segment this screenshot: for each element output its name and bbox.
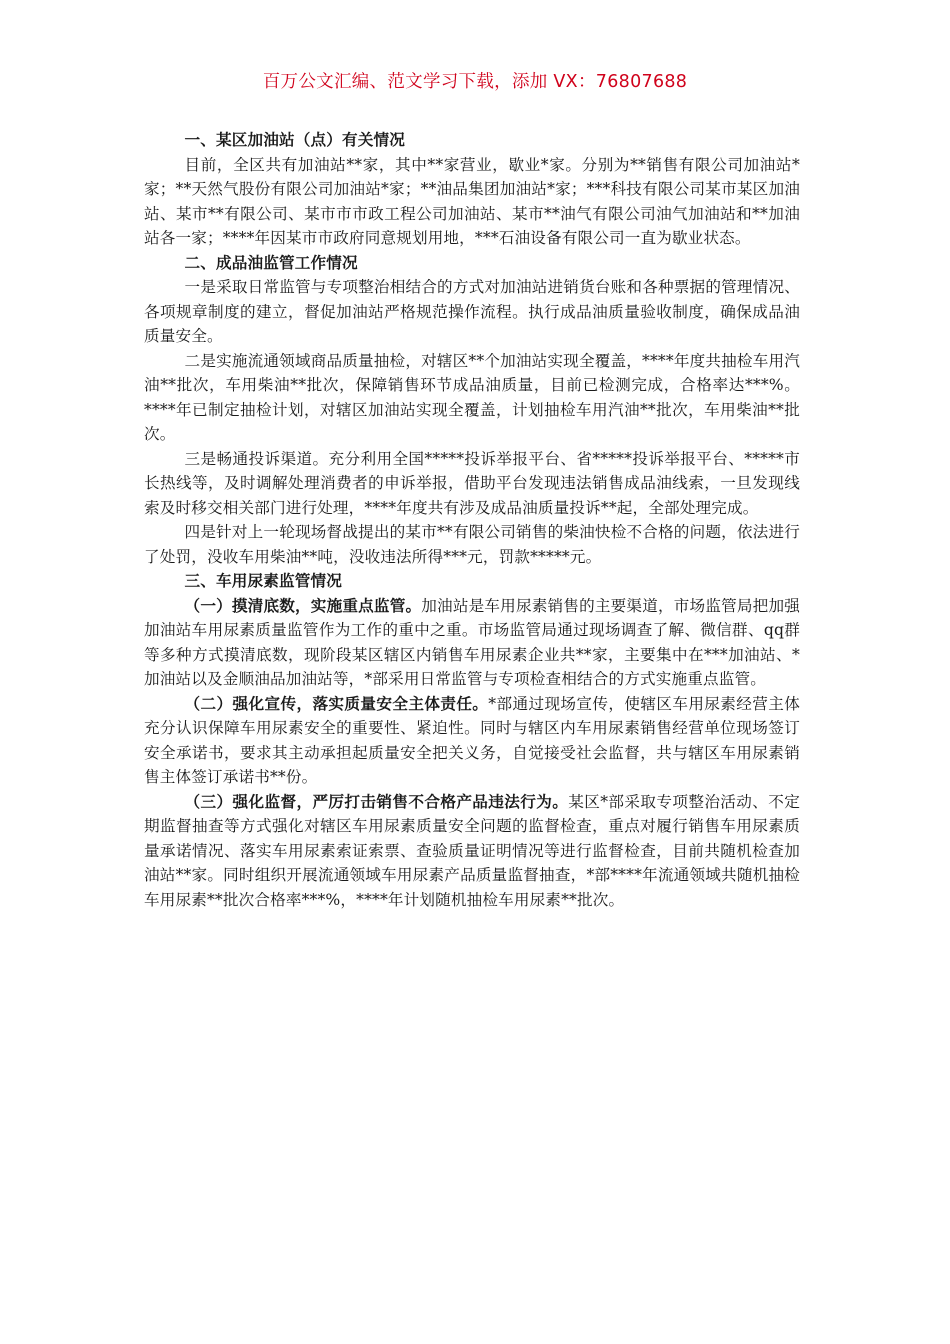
paragraph-body: 加油站是车用尿素销售的主要渠道，市场监管局把加强加油站车用尿素质量监管作为工作的重中之重。市场监管局通过现场调查了解、微信群、qq群等多种方式摸清底数，现阶段某区辖区内销售车用尿素企业共**家，主要集中在***加油站、*加油站以及金顺油品加油站等，*部采用日常监管与专项检查相结合的方式实施重点监管。 — [144, 596, 800, 688]
paragraph-lead: （三）强化监督，严厉打击销售不合格产品违法行为。 — [184, 791, 569, 811]
paragraph: 二是实施流通领域商品质量抽检，对辖区**个加油站实现全覆盖，****年度共抽检车用汽油**批次，车用柴油**批次，保障销售环节成品油质量，目前已检测完成，合格率达***%。****年已制定抽检计划，对辖区加油站实现全覆盖，计划抽检车用汽油**批次，车用柴油**批次。 — [144, 351, 800, 443]
section-heading-3: 三、车用尿素监管情况 — [184, 571, 342, 590]
paragraph-body: *部通过现场宣传，使辖区车用尿素经营主体充分认识保障车用尿素安全的重要性、紧迫性。同时与辖区内车用尿素销售经营单位现场签订安全承诺书，要求其主动承担起质量安全把关义务，自觉接受社会监督，共与辖区车用尿素销售主体签订承诺书**份。 — [144, 694, 800, 786]
paragraph — [144, 692, 800, 790]
paragraph: 四是针对上一轮现场督战提出的某市**有限公司销售的柴油快检不合格的问题，依法进行了处罚，没收车用柴油**吨，没收违法所得***元，罚款*****元。 — [144, 523, 800, 566]
section-heading-1: 一、某区加油站（点）有关情况 — [184, 130, 405, 149]
paragraph — [144, 790, 800, 913]
watermark-text: 百万公文汇编、范文学习下载，添加 VX：76807688 — [262, 72, 688, 92]
paragraph-lead: （二）强化宣传，落实质量安全主体责任。 — [184, 693, 489, 713]
paragraph: 三是畅通投诉渠道。充分利用全国*****投诉举报平台、省*****投诉举报平台、*****市长热线等，及时调解处理消费者的申诉举报，借助平台发现违法销售成品油线索，一旦发现线索及时移交相关部门进行处理，****年度共有涉及成品油质量投诉**起，全部处理完成。 — [144, 449, 800, 517]
paragraph — [144, 594, 800, 692]
paragraph: 目前，全区共有加油站**家，其中**家营业，歇业*家。分别为**销售有限公司加油站*家；**天然气股份有限公司加油站*家；**油品集团加油站*家；***科技有限公司某市某区加油站、某市**有限公司、某市市市政工程公司加油站、某市**油气有限公司油气加油站和**加油站各一家；****年因某市市政府同意规划用地，***石油设备有限公司一直为歇业状态。 — [144, 155, 800, 247]
paragraph-body: 某区*部采取专项整治活动、不定期监督抽查等方式强化对辖区车用尿素质量安全问题的监督检查，重点对履行销售车用尿素质量承诺情况、落实车用尿素索证索票、查验质量证明情况等进行监督检查，目前共随机检查加油站**家。同时组织开展流通领域车用尿素产品质量监督抽查，*部****年流通领域共随机抽检车用尿素**批次合格率***%，****年计划随机抽检车用尿素**批次。 — [144, 792, 800, 909]
section-heading-2: 二、成品油监管工作情况 — [184, 252, 358, 272]
paragraph-lead: （一）摸清底数，实施重点监管。 — [184, 595, 422, 615]
paragraph: 一是采取日常监管与专项整治相结合的方式对加油站进销货台账和各种票据的管理情况、各项规章制度的建立，督促加油站严格规范操作流程。执行成品油质量验收制度，确保成品油质量安全。 — [144, 278, 800, 345]
document-body — [144, 128, 800, 912]
